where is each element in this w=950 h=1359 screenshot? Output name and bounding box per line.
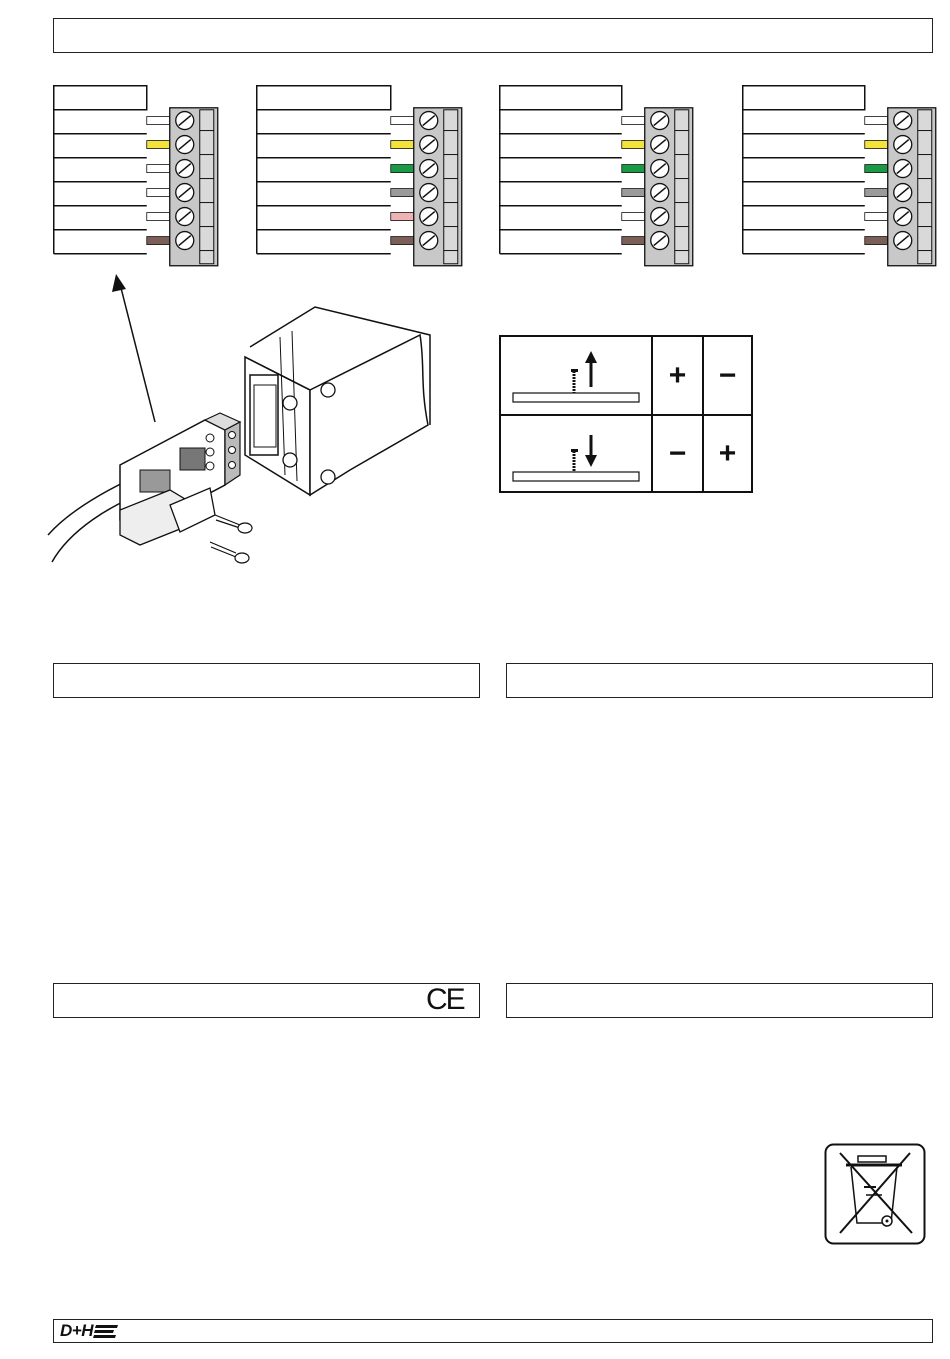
weee-bin-icon	[824, 1143, 926, 1245]
terminal-header-cell	[257, 86, 391, 110]
wire-4	[865, 189, 888, 197]
polarity-r1-c1: +	[668, 358, 687, 392]
wire-6	[622, 237, 645, 245]
terminal-block-4	[742, 85, 939, 259]
wire-3	[391, 165, 414, 173]
terminal-header-cell	[54, 86, 147, 110]
wire-5	[622, 213, 645, 221]
wire-4	[147, 189, 170, 197]
wire-5	[147, 213, 170, 221]
section-header-left-1	[53, 663, 480, 698]
wire-2	[391, 141, 414, 149]
wire-6	[391, 237, 414, 245]
wire-4	[622, 189, 645, 197]
header-title-bar	[53, 18, 933, 53]
wire-3	[147, 165, 170, 173]
terminal-header-cell	[743, 86, 865, 110]
wire-6	[147, 237, 170, 245]
polarity-r2-c2: +	[718, 436, 737, 470]
ce-mark: CE	[426, 983, 464, 1016]
wire-2	[622, 141, 645, 149]
wire-5	[391, 213, 414, 221]
wire-1	[147, 117, 170, 125]
brand-lines-icon	[92, 1323, 132, 1339]
wire-6	[865, 237, 888, 245]
wire-2	[147, 141, 170, 149]
connector-illustration	[40, 270, 270, 580]
footer-bar	[53, 1319, 933, 1343]
wire-2	[865, 141, 888, 149]
wire-4	[391, 189, 414, 197]
wire-3	[622, 165, 645, 173]
wire-5	[865, 213, 888, 221]
wire-1	[865, 117, 888, 125]
arrow-up-icon	[511, 349, 641, 409]
polarity-table	[499, 335, 753, 493]
arrow-down-icon	[511, 427, 641, 487]
section-header-right-1	[506, 663, 933, 698]
housing-illustration	[240, 295, 440, 505]
terminal-block-3	[499, 85, 696, 259]
wire-3	[865, 165, 888, 173]
section-header-left-2	[53, 983, 480, 1018]
polarity-r2-c1: −	[668, 436, 687, 470]
wire-1	[391, 117, 414, 125]
terminal-header-cell	[500, 86, 622, 110]
wire-1	[622, 117, 645, 125]
terminal-block-2	[256, 85, 465, 259]
terminal-block-1	[53, 85, 221, 259]
polarity-r1-c2: −	[718, 358, 737, 392]
section-header-right-2	[506, 983, 933, 1018]
brand-logo: D+H	[60, 1321, 93, 1340]
